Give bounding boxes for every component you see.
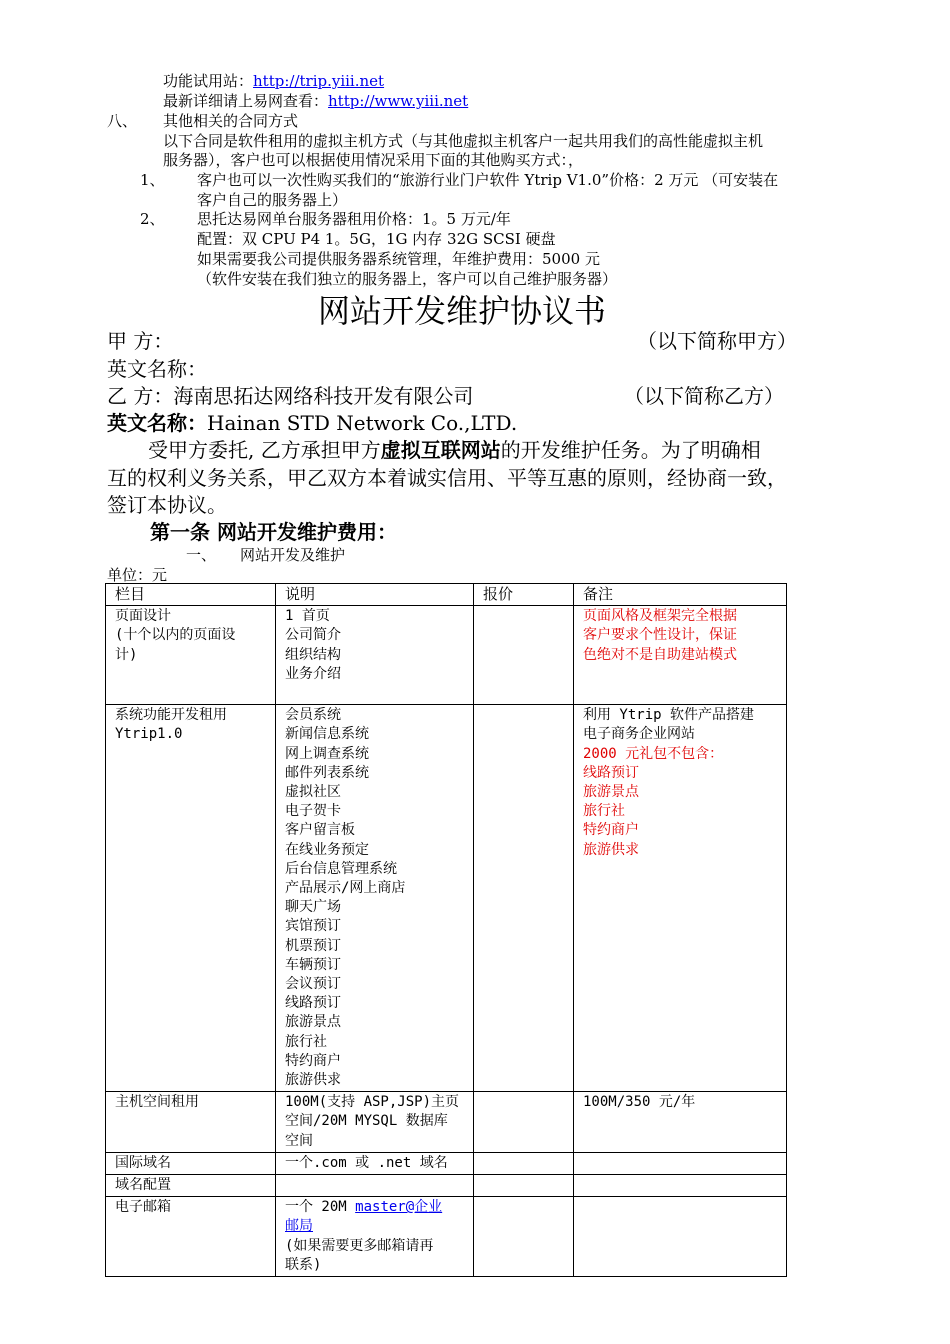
unit-label: 单位：元 [107, 566, 168, 584]
cell-line: 线路预订 [285, 995, 341, 1012]
row-hosting-note: 100M/350 元/年 [574, 1092, 787, 1153]
contract-para-line1: 以下合同是软件租用的虚拟主机方式（与其他虚拟主机客户一起共用我们的高性能虚拟主机 [163, 132, 764, 150]
option2-number: 2、 [140, 210, 165, 228]
cell-line: 客户留言板 [285, 822, 355, 839]
cell-line: 旅行社 [285, 1033, 327, 1050]
row-domain-price [474, 1152, 574, 1174]
row-page-design-note [574, 606, 787, 705]
cell-line: 会员系统 [285, 707, 341, 724]
row-dns-item: 域名配置 [106, 1175, 276, 1197]
row-page-design-item [106, 606, 276, 705]
option1-number: 1、 [140, 171, 165, 189]
table-header-row [106, 584, 787, 606]
cell-line: 客户要求个性设计，保证 [583, 627, 737, 644]
cell-line: 在线业务预定 [285, 841, 369, 858]
row-page-design-price [474, 606, 574, 705]
table-row [106, 1175, 787, 1197]
cell-line: 新闻信息系统 [285, 726, 369, 743]
cell-line: 宾馆预订 [285, 918, 341, 935]
cell-line: 联系) [285, 1256, 322, 1273]
row-system-note [574, 705, 787, 1092]
cell-line: 网上调查系统 [285, 745, 369, 762]
cell-line: 1 首页 [285, 608, 330, 625]
table-row [106, 1152, 787, 1174]
row-dns-desc [276, 1175, 474, 1197]
email-link-cont[interactable]: 邮局 [285, 1218, 313, 1235]
party-b-english-name [107, 409, 517, 437]
body-line1-start: 受甲方委托, 乙方承担甲方 [148, 438, 381, 462]
party-b-note: （以下简称乙方） [624, 384, 784, 408]
email-prefix: 一个 20M [285, 1199, 356, 1216]
cell-line: 旅游供求 [583, 841, 639, 858]
cell-line: 聊天广场 [285, 899, 341, 916]
section8-title: 其他相关的合同方式 [163, 112, 299, 130]
header-note: 备注 [574, 584, 787, 606]
cell-line: Ytrip1.0 [115, 726, 183, 743]
party-b-label: 乙 方：海南思拓达网络科技开发有限公司 [107, 384, 474, 408]
cell-line: 空间 [285, 1132, 313, 1149]
latest-info-link[interactable]: http://www.yiii.net [328, 92, 469, 110]
cell-line: 2000 元礼包不包含： [583, 745, 724, 762]
option2-line2: 配置：双 CPU P4 1。5G，1G 内存 32G SCSI 硬盘 [197, 230, 556, 248]
cell-line: 特约商户 [285, 1052, 341, 1069]
english-name-label: 英文名称： [107, 411, 207, 435]
cell-line: 100M(支持 ASP,JSP)主页 [285, 1094, 460, 1111]
row-email-price [474, 1197, 574, 1277]
cell-line: 空间/20M MYSQL 数据库 [285, 1113, 448, 1130]
section8-number: 八、 [107, 112, 138, 130]
trial-site-line [163, 70, 384, 92]
trial-site-link[interactable]: http://trip.yiii.net [253, 72, 385, 90]
party-a-label: 甲 方： [107, 329, 174, 353]
body-line2: 互的权利义务关系，甲乙双方本着诚实信用、平等互惠的原则，经协商一致， [107, 466, 787, 490]
row-hosting-price [474, 1092, 574, 1153]
email-link[interactable]: master@企业 [355, 1199, 443, 1216]
row-system-price [474, 705, 574, 1092]
cell-line: 色绝对不是自助建站模式 [583, 646, 737, 663]
cell-line: 旅游景点 [583, 784, 639, 801]
row-email-note [574, 1197, 787, 1277]
latest-info-label: 最新详细请上易网查看： [163, 92, 329, 110]
cell-line: 电子商务企业网站 [583, 726, 695, 743]
option1-line1: 客户也可以一次性购买我们的“旅游行业门户软件 Ytrip V1.0”价格：2 万元 （可安装在 [197, 171, 779, 189]
cell-line: 电子贺卡 [285, 803, 341, 820]
row-hosting-desc [276, 1092, 474, 1153]
fee-table [105, 583, 787, 1277]
cell-line: 后台信息管理系统 [285, 860, 397, 877]
body-line1-bold: 虚拟互联网站 [380, 438, 501, 462]
option1-line2: 客户自己的服务器上） [197, 191, 348, 209]
cell-line: 计) [115, 646, 138, 663]
table-row [106, 1197, 787, 1277]
subsection1-number: 一、 [186, 546, 217, 564]
row-system-desc [276, 705, 474, 1092]
cell-line: 产品展示/网上商店 [285, 880, 406, 897]
cell-line: 会议预订 [285, 976, 341, 993]
table-row [106, 606, 787, 705]
cell-line: 车辆预订 [285, 956, 341, 973]
contract-para-line2: 服务器），客户也可以根据使用情况采用下面的其他购买方式：， [163, 151, 584, 169]
header-price: 报价 [474, 584, 574, 606]
table-row [106, 705, 787, 1092]
row-email-desc [276, 1197, 474, 1277]
trial-site-label: 功能试用站： [163, 72, 254, 90]
header-item: 栏目 [106, 584, 276, 606]
row-page-design-desc [276, 606, 474, 705]
party-a-note: （以下简称甲方） [637, 329, 797, 353]
english-name-value: Hainan STD Network Co.,LTD. [207, 411, 518, 435]
article1-heading: 第一条 网站开发维护费用： [150, 520, 397, 544]
row-domain-desc: 一个.com 或 .net 域名 [276, 1152, 474, 1174]
cell-line: 旅游景点 [285, 1014, 341, 1031]
cell-line: 邮件列表系统 [285, 764, 369, 781]
row-domain-item: 国际域名 [106, 1152, 276, 1174]
cell-line: 线路预订 [583, 764, 639, 781]
cell-line: 组织结构 [285, 646, 341, 663]
cell-line: 业务介绍 [285, 665, 341, 682]
table-row [106, 1092, 787, 1153]
subsection1-title: 网站开发及维护 [240, 546, 346, 564]
cell-line: 虚拟社区 [285, 784, 341, 801]
cell-line: (十个以内的页面设 [115, 627, 236, 644]
cell-line [285, 1198, 464, 1217]
body-line1 [148, 436, 761, 464]
row-system-item [106, 705, 276, 1092]
body-line1-end: 的开发维护任务。为了明确相 [500, 438, 761, 462]
option2-line3: 如果需要我公司提供服务器系统管理，年维护费用：5000 元 [197, 250, 600, 268]
row-dns-note [574, 1175, 787, 1197]
cell-line: 旅行社 [583, 803, 625, 820]
cell-line: 机票预订 [285, 937, 341, 954]
header-desc: 说明 [276, 584, 474, 606]
body-line3: 签订本协议。 [107, 493, 227, 517]
cell-line [285, 1217, 464, 1236]
option2-line1: 思托达易网单台服务器租用价格：1。5 万元/年 [197, 210, 511, 228]
agreement-title: 网站开发维护协议书 [318, 292, 607, 330]
option2-line4: （软件安装在我们独立的服务器上，客户可以自己维护服务器） [197, 270, 618, 288]
cell-line: 特约商户 [583, 822, 639, 839]
cell-line: 旅游供求 [285, 1072, 341, 1089]
cell-line: 页面设计 [115, 608, 171, 625]
cell-line: 页面风格及框架完全根据 [583, 608, 737, 625]
row-dns-price [474, 1175, 574, 1197]
party-a-english-name-label: 英文名称： [107, 357, 207, 381]
cell-line: 利用 Ytrip 软件产品搭建 [583, 707, 755, 724]
cell-line: 公司简介 [285, 627, 341, 644]
cell-line: 系统功能开发租用 [115, 707, 227, 724]
row-email-item: 电子邮箱 [106, 1197, 276, 1277]
latest-info-line [163, 90, 468, 112]
row-hosting-item: 主机空间租用 [106, 1092, 276, 1153]
cell-line: (如果需要更多邮箱请再 [285, 1237, 434, 1254]
row-domain-note [574, 1152, 787, 1174]
